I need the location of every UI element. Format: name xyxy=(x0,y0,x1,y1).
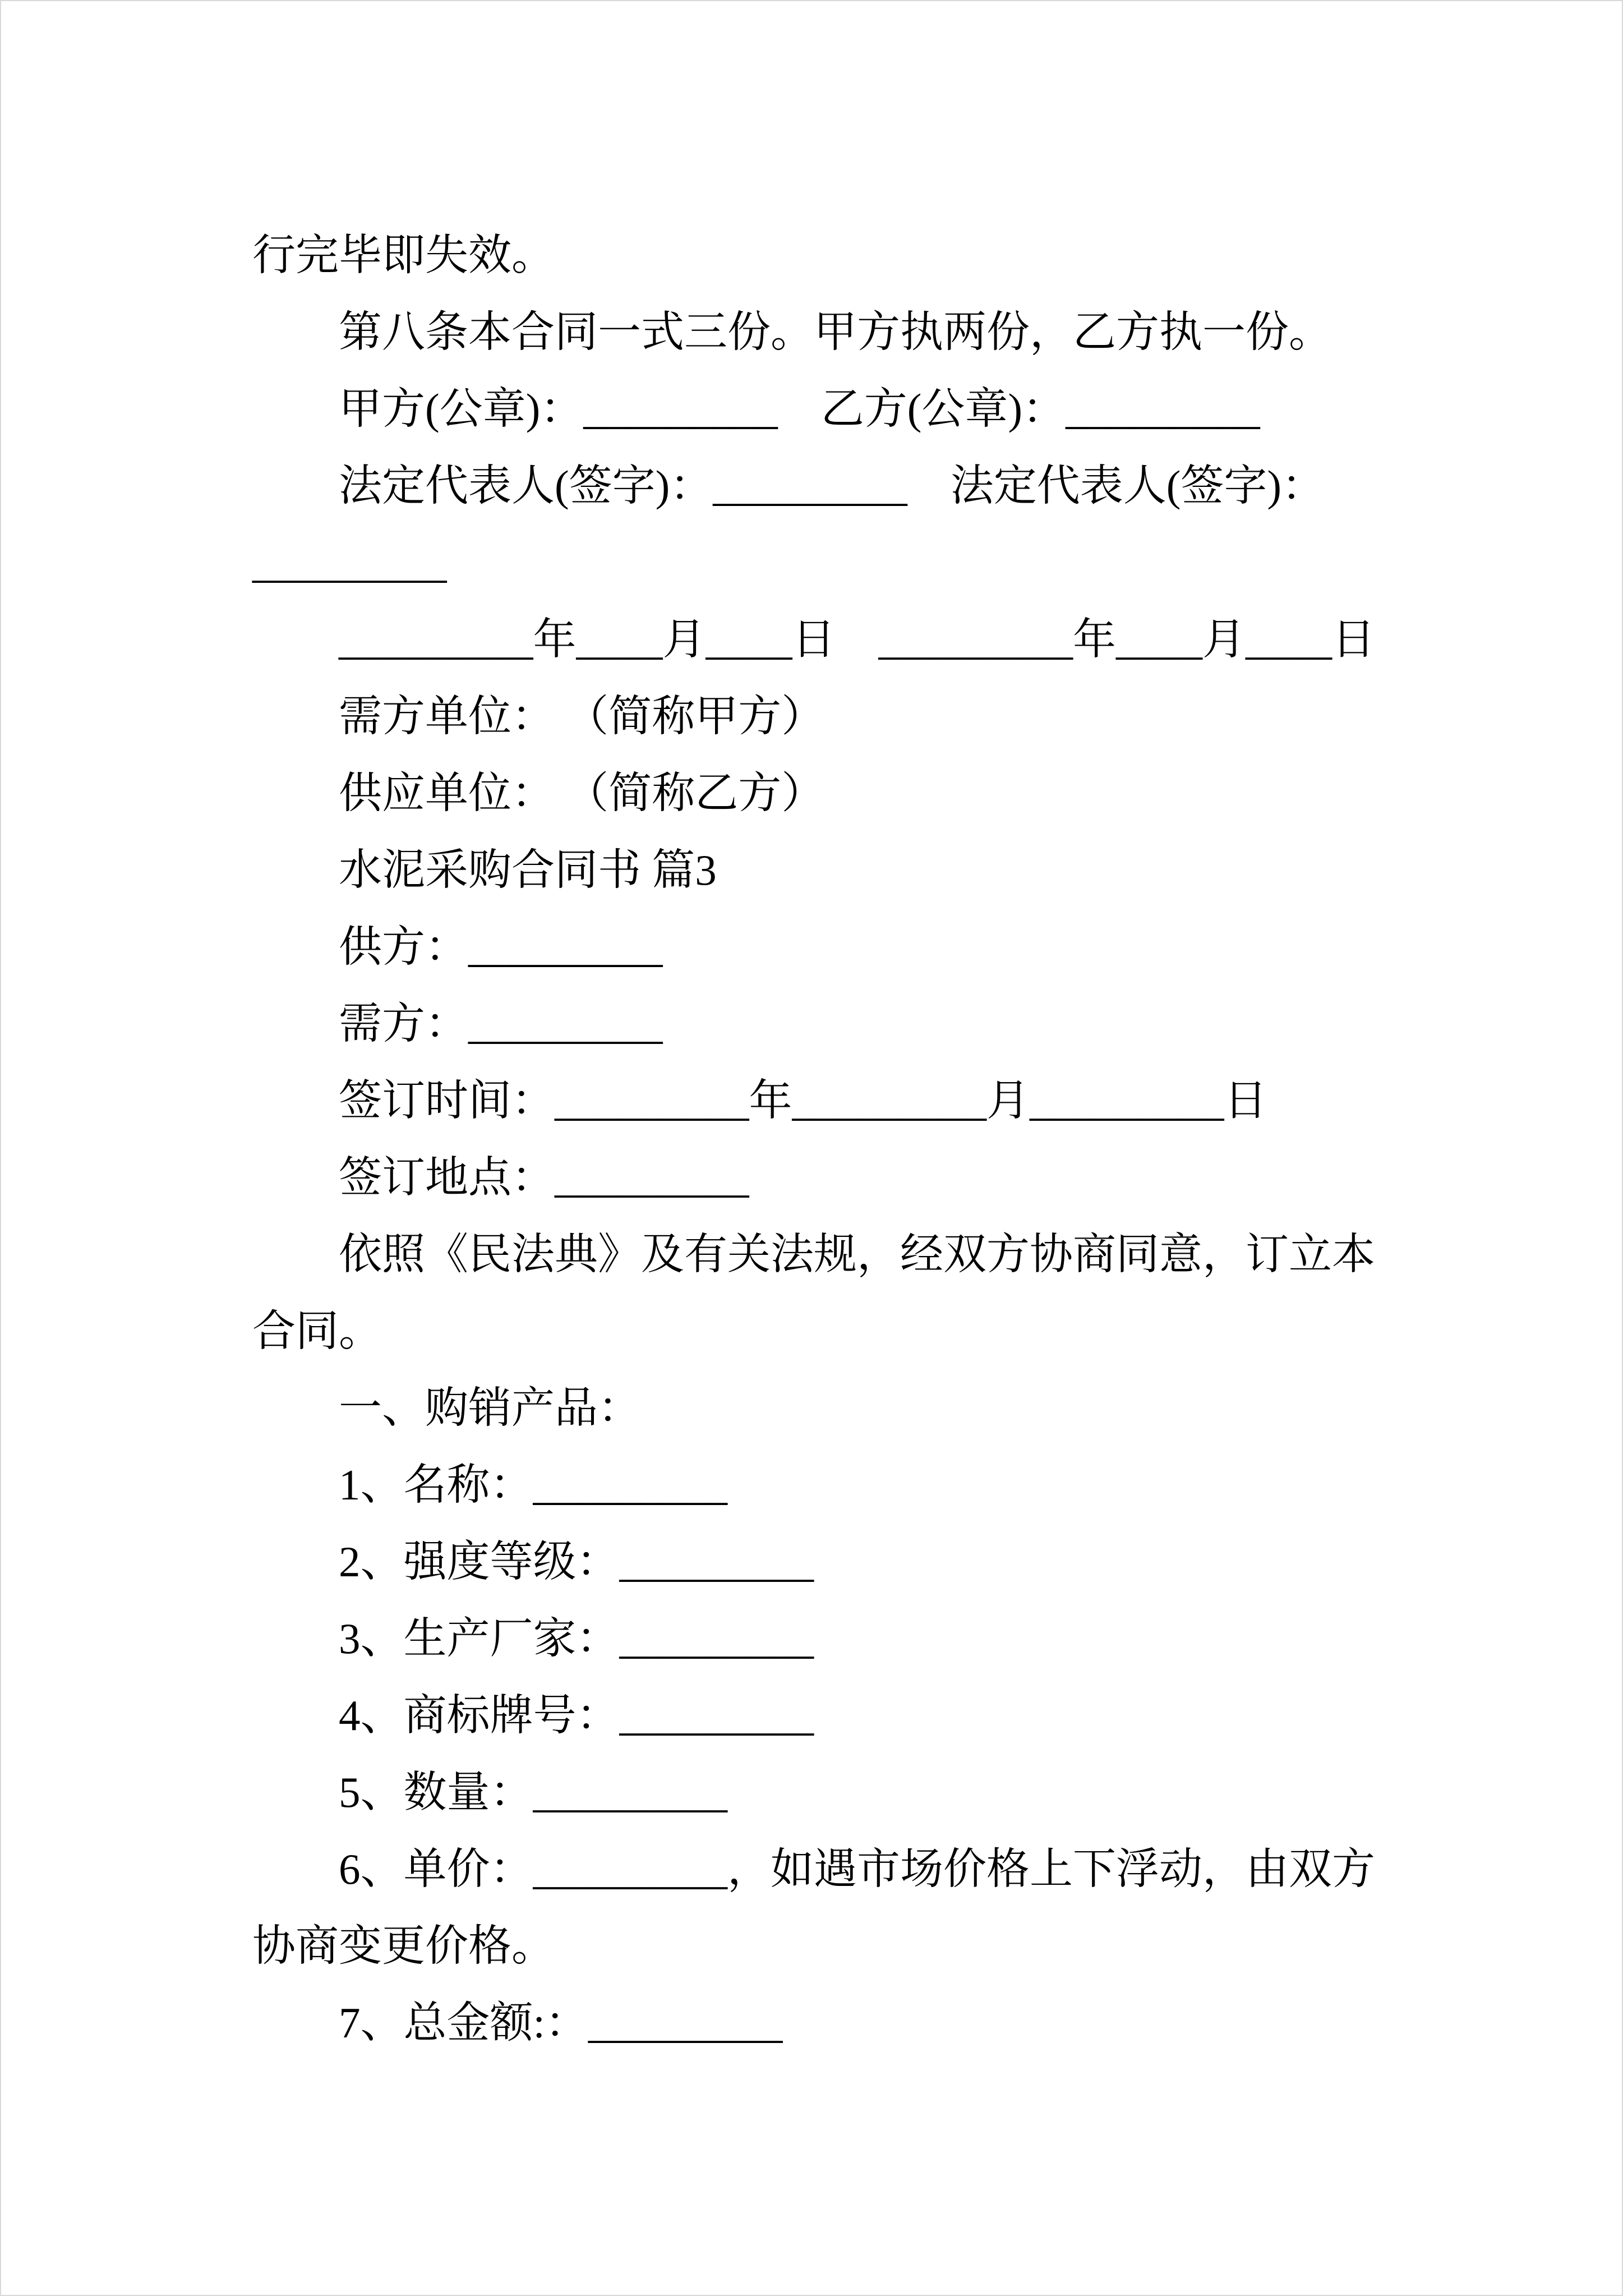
preamble-line-2: 合同。 xyxy=(252,1307,382,1355)
clause-continuation-line: 行完毕即失效。 xyxy=(252,231,555,279)
buyer-unit-line: 需方单位： （简称甲方） xyxy=(339,692,825,740)
total-amount-line: 7、总金额:：_________ xyxy=(339,1999,783,2047)
legal-representative-line: 法定代表人(签字)：_________ 法定代表人(签字)： xyxy=(339,462,1325,510)
supplier-line: 供方：_________ xyxy=(339,923,663,971)
unit-price-continuation-line: 协商变更价格。 xyxy=(252,1922,555,1970)
signing-place-line: 签订地点：_________ xyxy=(339,1153,749,1202)
date-line: _________年____月____日 _________年____月____日 xyxy=(339,615,1375,664)
section-1-heading: 一、购销产品： xyxy=(339,1384,641,1432)
trademark-line: 4、商标牌号：_________ xyxy=(339,1691,814,1740)
manufacturer-line: 3、生产厂家：_________ xyxy=(339,1614,814,1663)
contract-title-line: 水泥采购合同书 篇3 xyxy=(339,846,717,894)
quantity-line: 5、数量：_________ xyxy=(339,1768,727,1816)
supplier-unit-line: 供应单位： （简称乙方） xyxy=(339,769,825,817)
strength-grade-line: 2、强度等级：_________ xyxy=(339,1538,814,1586)
party-seal-line: 甲方(公章)：_________ 乙方(公章)：_________ xyxy=(339,385,1260,433)
clause-8-line: 第八条本合同一式三份。甲方执两份，乙方执一份。 xyxy=(339,308,1332,356)
product-name-line: 1、名称：_________ xyxy=(339,1461,727,1509)
signature-blank-line: _________ xyxy=(252,539,447,587)
buyer-line: 需方：_________ xyxy=(339,1000,663,1048)
unit-price-line: 6、单价：_________，如遇市场价格上下浮动，由双方 xyxy=(339,1845,1375,1893)
preamble-line-1: 依照《民法典》及有关法规，经双方协商同意，订立本 xyxy=(339,1230,1375,1278)
signing-time-line: 签订时间：_________年_________月_________日 xyxy=(339,1076,1267,1125)
